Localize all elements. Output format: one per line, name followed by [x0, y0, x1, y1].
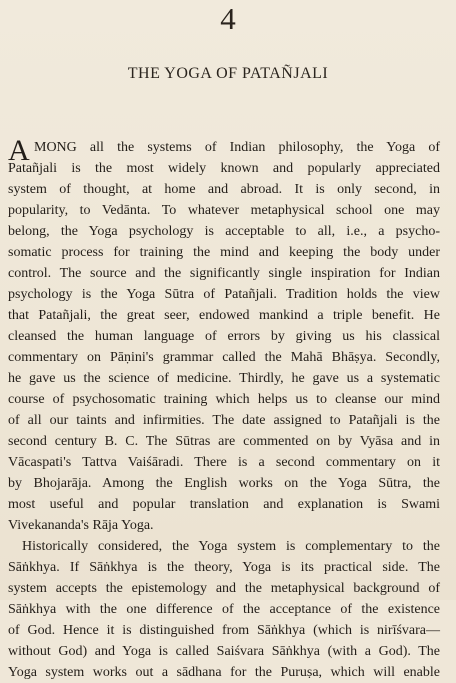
text-line: system of thought, at home and abroad. It is only second, in: [8, 182, 440, 197]
text-line: psychology is the Yoga Sūtra of Patañjali. Tradition holds the view: [8, 287, 440, 302]
text-line: Vivekananda's Rāja Yoga.: [8, 518, 154, 533]
text-line: commentary on Pāṇini's grammar called the Mahā Bhāṣya. Secondly,: [8, 350, 440, 365]
text-line: most useful and popular translation and explanation is Swami: [8, 497, 440, 512]
text-line: without God) and Yoga is called Saiśvara Sāṅkhya (with a God). The: [8, 644, 440, 659]
text-line: he gave us the science of medicine. Thirdly, he gave us a systematic: [8, 371, 440, 386]
text-line: Patañjali is the most widely known and popularly appreciated: [8, 161, 440, 176]
text-line: second century B. C. The Sūtras are commented on by Vyāsa and in: [8, 434, 440, 449]
text-line: of God. Hence it is distinguished from Sāṅkhya (which is nirīśvara—: [8, 623, 440, 638]
text-line: popularity, to Vedānta. To whatever metaphysical school one may: [8, 203, 440, 218]
text-line: system accepts the epistemology and the metaphysical background of: [8, 581, 440, 596]
text-line: Historically considered, the Yoga system is complementary to the: [22, 539, 440, 554]
text-line: course of psychosomatic training which helps us to cleanse our mind: [8, 392, 440, 407]
chapter-number: 4: [220, 1, 236, 36]
text-line: MONG all the systems of Indian philosophy, the Yoga of: [34, 140, 440, 155]
text-line: that Patañjali, the great seer, endowed mankind a triple benefit. He: [8, 308, 440, 323]
text-line: somatic process for training the mind and keeping the body under: [8, 245, 440, 260]
text-line: by Bhojarāja. Among the English works on the Yoga Sūtra, the: [8, 476, 440, 491]
chapter-title: THE YOGA OF PATAÑJALI: [127, 65, 329, 82]
text-line: belong, the Yoga psychology is acceptable to all, i.e., a psycho-: [8, 224, 440, 239]
text-line: Sāṅkhya with the one difference of the acceptance of the existence: [8, 602, 440, 617]
text-line: Yoga system works out a sādhana for the Puruṣa, which will enable: [8, 665, 440, 680]
text-line: Vācaspati's Tattva Vaiśāradi. There is a second commentary on it: [8, 455, 440, 470]
drop-cap: A: [8, 134, 30, 167]
text-line: Sāṅkhya. If Sāṅkhya is the theory, Yoga is its practical side. The: [8, 560, 440, 575]
text-line: cleansed the human language of errors by giving us his classical: [8, 329, 440, 344]
text-line: of all our taints and infirmities. The date assigned to Patañjali is the: [8, 413, 440, 428]
text-line: control. The source and the significantly single inspiration for Indian: [8, 266, 440, 281]
